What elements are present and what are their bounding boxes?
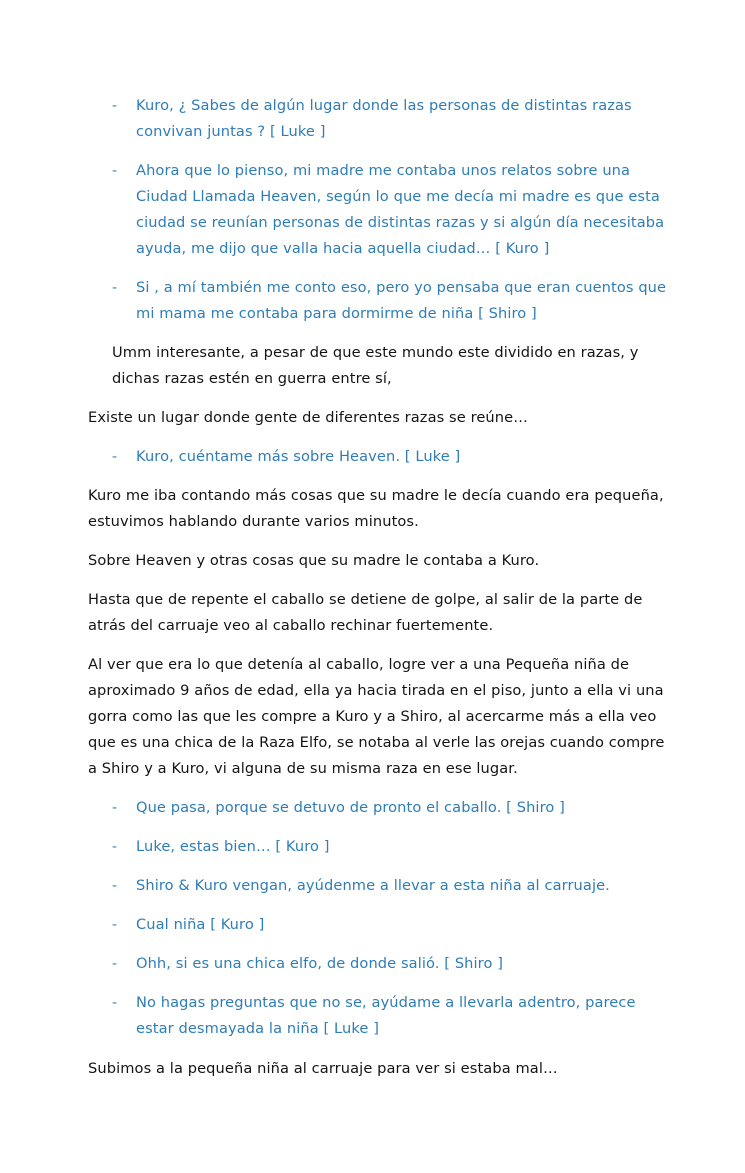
dialogue-dash: -: [112, 917, 118, 933]
narration-line: dichas razas estén en guerra entre sí,: [112, 370, 392, 387]
dialogue-line: Si , a mí también me conto eso, pero yo pensaba que eran cuentos que: [136, 279, 667, 296]
narration-line: atrás del carruaje veo al caballo rechinar fuertemente.: [88, 617, 494, 634]
dialogue-line: Ahora que lo pienso, mi madre me contaba unos relatos sobre una: [136, 162, 631, 179]
dialogue-dash: -: [112, 280, 118, 296]
narration-line: Sobre Heaven y otras cosas que su madre le contaba a Kuro.: [88, 552, 540, 569]
dialogue-dash: -: [112, 839, 118, 855]
dialogue-line: convivan juntas ? [ Luke ]: [136, 123, 326, 140]
dialogue-line: mi mama me contaba para dormirme de niña [ Shiro ]: [136, 305, 537, 322]
dialogue-line: Kuro, ¿ Sabes de algún lugar donde las personas de distintas razas: [136, 97, 632, 114]
narration-line: estuvimos hablando durante varios minutos.: [88, 513, 419, 530]
narration-line: que es una chica de la Raza Elfo, se notaba al verle las orejas cuando compre: [88, 734, 665, 751]
narration-line: gorra como las que les compre a Kuro y a Shiro, al acercarme más a ella veo: [88, 708, 657, 725]
dialogue-line: Ciudad Llamada Heaven, según lo que me decía mi madre es que esta: [136, 188, 660, 205]
dialogue-line: Cual niña [ Kuro ]: [136, 916, 265, 933]
narration-line: Hasta que de repente el caballo se detiene de golpe, al salir de la parte de: [88, 591, 643, 608]
narration-line: Subimos a la pequeña niña al carruaje para ver si estaba mal…: [88, 1060, 558, 1077]
dialogue-dash: -: [112, 163, 118, 179]
dialogue-line: Kuro, cuéntame más sobre Heaven. [ Luke ]: [136, 448, 461, 465]
dialogue-dash: -: [112, 98, 118, 114]
dialogue-line: ciudad se reunían personas de distintas razas y si algún día necesitaba: [136, 214, 665, 231]
dialogue-line: Luke, estas bien… [ Kuro ]: [136, 838, 330, 855]
dialogue-dash: -: [112, 449, 118, 465]
dialogue-line: Shiro & Kuro vengan, ayúdenme a llevar a esta niña al carruaje.: [136, 877, 610, 894]
dialogue-line: Que pasa, porque se detuvo de pronto el caballo. [ Shiro ]: [136, 799, 565, 816]
dialogue-line: ayuda, me dijo que valla hacia aquella ciudad… [ Kuro ]: [136, 240, 550, 257]
narration-line: Umm interesante, a pesar de que este mundo este dividido en razas, y: [112, 344, 639, 361]
narration-line: Al ver que era lo que detenía al caballo, logre ver a una Pequeña niña de: [88, 656, 630, 673]
narration-line: aproximado 9 años de edad, ella ya hacia tirada en el piso, junto a ella vi una: [88, 682, 664, 699]
dialogue-dash: -: [112, 995, 118, 1011]
dialogue-line: Ohh, si es una chica elfo, de donde salió. [ Shiro ]: [136, 955, 504, 972]
dialogue-dash: -: [112, 800, 118, 816]
dialogue-dash: -: [112, 956, 118, 972]
dialogue-line: No hagas preguntas que no se, ayúdame a llevarla adentro, parece: [136, 994, 636, 1011]
narration-line: a Shiro y a Kuro, vi alguna de su misma raza en ese lugar.: [88, 760, 518, 777]
narration-line: Existe un lugar donde gente de diferentes razas se reúne…: [88, 409, 528, 426]
dialogue-line: estar desmayada la niña [ Luke ]: [136, 1020, 379, 1037]
dialogue-dash: -: [112, 878, 118, 894]
narration-line: Kuro me iba contando más cosas que su madre le decía cuando era pequeña,: [88, 487, 664, 504]
